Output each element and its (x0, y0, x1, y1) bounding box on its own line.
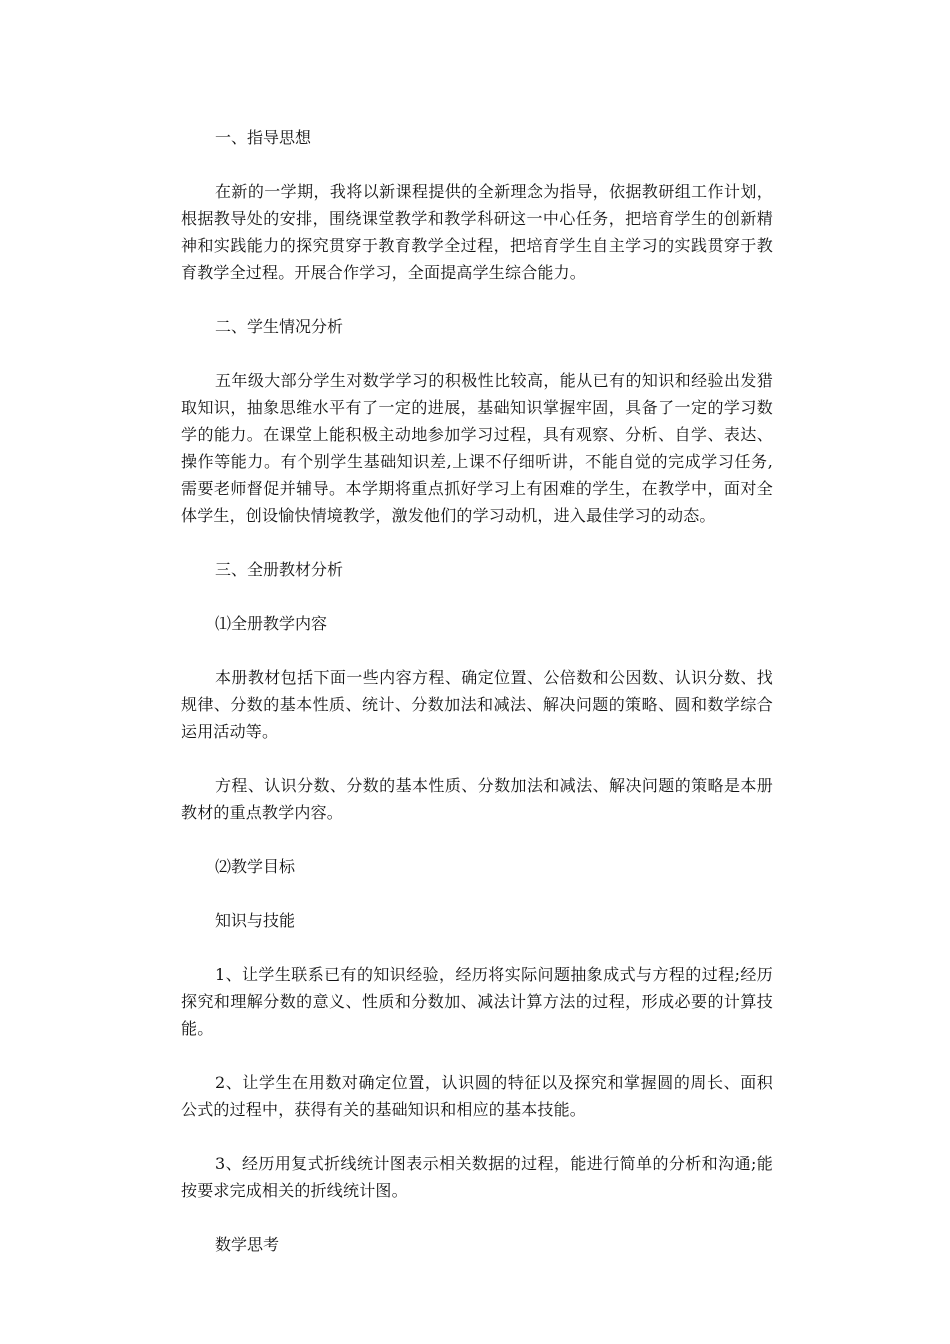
paragraph-gap (181, 880, 773, 907)
paragraph-goal-1: 1、让学生联系已有的知识经验，经历将实际问题抽象成式与方程的过程;经历探究和理解分数的意义、性质和分数加、减法计算方法的过程，形成必要的计算技能。 (181, 965, 773, 1038)
paragraph-key-content: 方程、认识分数、分数的基本性质、分数加法和减法、解决问题的策略是本册教材的重点教学内容。 (181, 776, 773, 822)
paragraph-gap (181, 1123, 773, 1150)
paragraph-gap (181, 1042, 773, 1069)
paragraph-gap (181, 1204, 773, 1231)
paragraph-gap (181, 529, 773, 556)
paragraph-gap (181, 826, 773, 853)
section-heading-guiding-ideology: 一、指导思想 (215, 128, 312, 147)
document-body (181, 124, 773, 1258)
subheading-math-thinking: 数学思考 (215, 1235, 280, 1254)
subheading-teaching-content: ⑴全册教学内容 (215, 614, 328, 633)
paragraph-gap (181, 934, 773, 961)
paragraph-goal-3: 3、经历用复式折线统计图表示相关数据的过程，能进行简单的分析和沟通;能按要求完成相关的折线统计图。 (181, 1154, 773, 1200)
subheading-knowledge-skills: 知识与技能 (215, 911, 296, 930)
paragraph-student-analysis: 五年级大部分学生对数学学习的积极性比较高，能从已有的知识和经验出发猎取知识，抽象思维水平有了一定的进展，基础知识掌握牢固，具备了一定的学习数学的能力。在课堂上能积极主动地参加学习过程，具有观察、分析、自学、表达、操作等能力。有个别学生基础知识差,上课不仔细听讲，不能自觉的完成学习任务,需要老师督促并辅导。本学期将重点抓好学习上有困难的学生，在教学中，面对全体学生，创设愉快情境教学，激发他们的学习动机，进入最佳学习的动态。 (181, 371, 773, 525)
section-heading-textbook-analysis: 三、全册教材分析 (215, 560, 344, 579)
paragraph-gap (181, 286, 773, 313)
paragraph-guiding-ideology: 在新的一学期，我将以新课程提供的全新理念为指导，依据教研组工作计划，根据教导处的安排，围绕课堂教学和教学科研这一中心任务，把培育学生的创新精神和实践能力的探究贯穿于教育教学全过程，把培育学生自主学习的实践贯穿于教育教学全过程。开展合作学习，全面提高学生综合能力。 (181, 182, 773, 282)
paragraph-gap (181, 151, 773, 178)
paragraph-gap (181, 340, 773, 367)
subheading-teaching-goals: ⑵教学目标 (215, 857, 296, 876)
paragraph-goal-2: 2、让学生在用数对确定位置，认识圆的特征以及探究和掌握圆的周长、面积公式的过程中，获得有关的基础知识和相应的基本技能。 (181, 1073, 773, 1119)
section-heading-student-analysis: 二、学生情况分析 (215, 317, 344, 336)
paragraph-gap (181, 637, 773, 664)
paragraph-teaching-content: 本册教材包括下面一些内容方程、确定位置、公倍数和公因数、认识分数、找规律、分数的基本性质、统计、分数加法和减法、解决问题的策略、圆和数学综合运用活动等。 (181, 668, 773, 741)
paragraph-gap (181, 745, 773, 772)
paragraph-gap (181, 583, 773, 610)
